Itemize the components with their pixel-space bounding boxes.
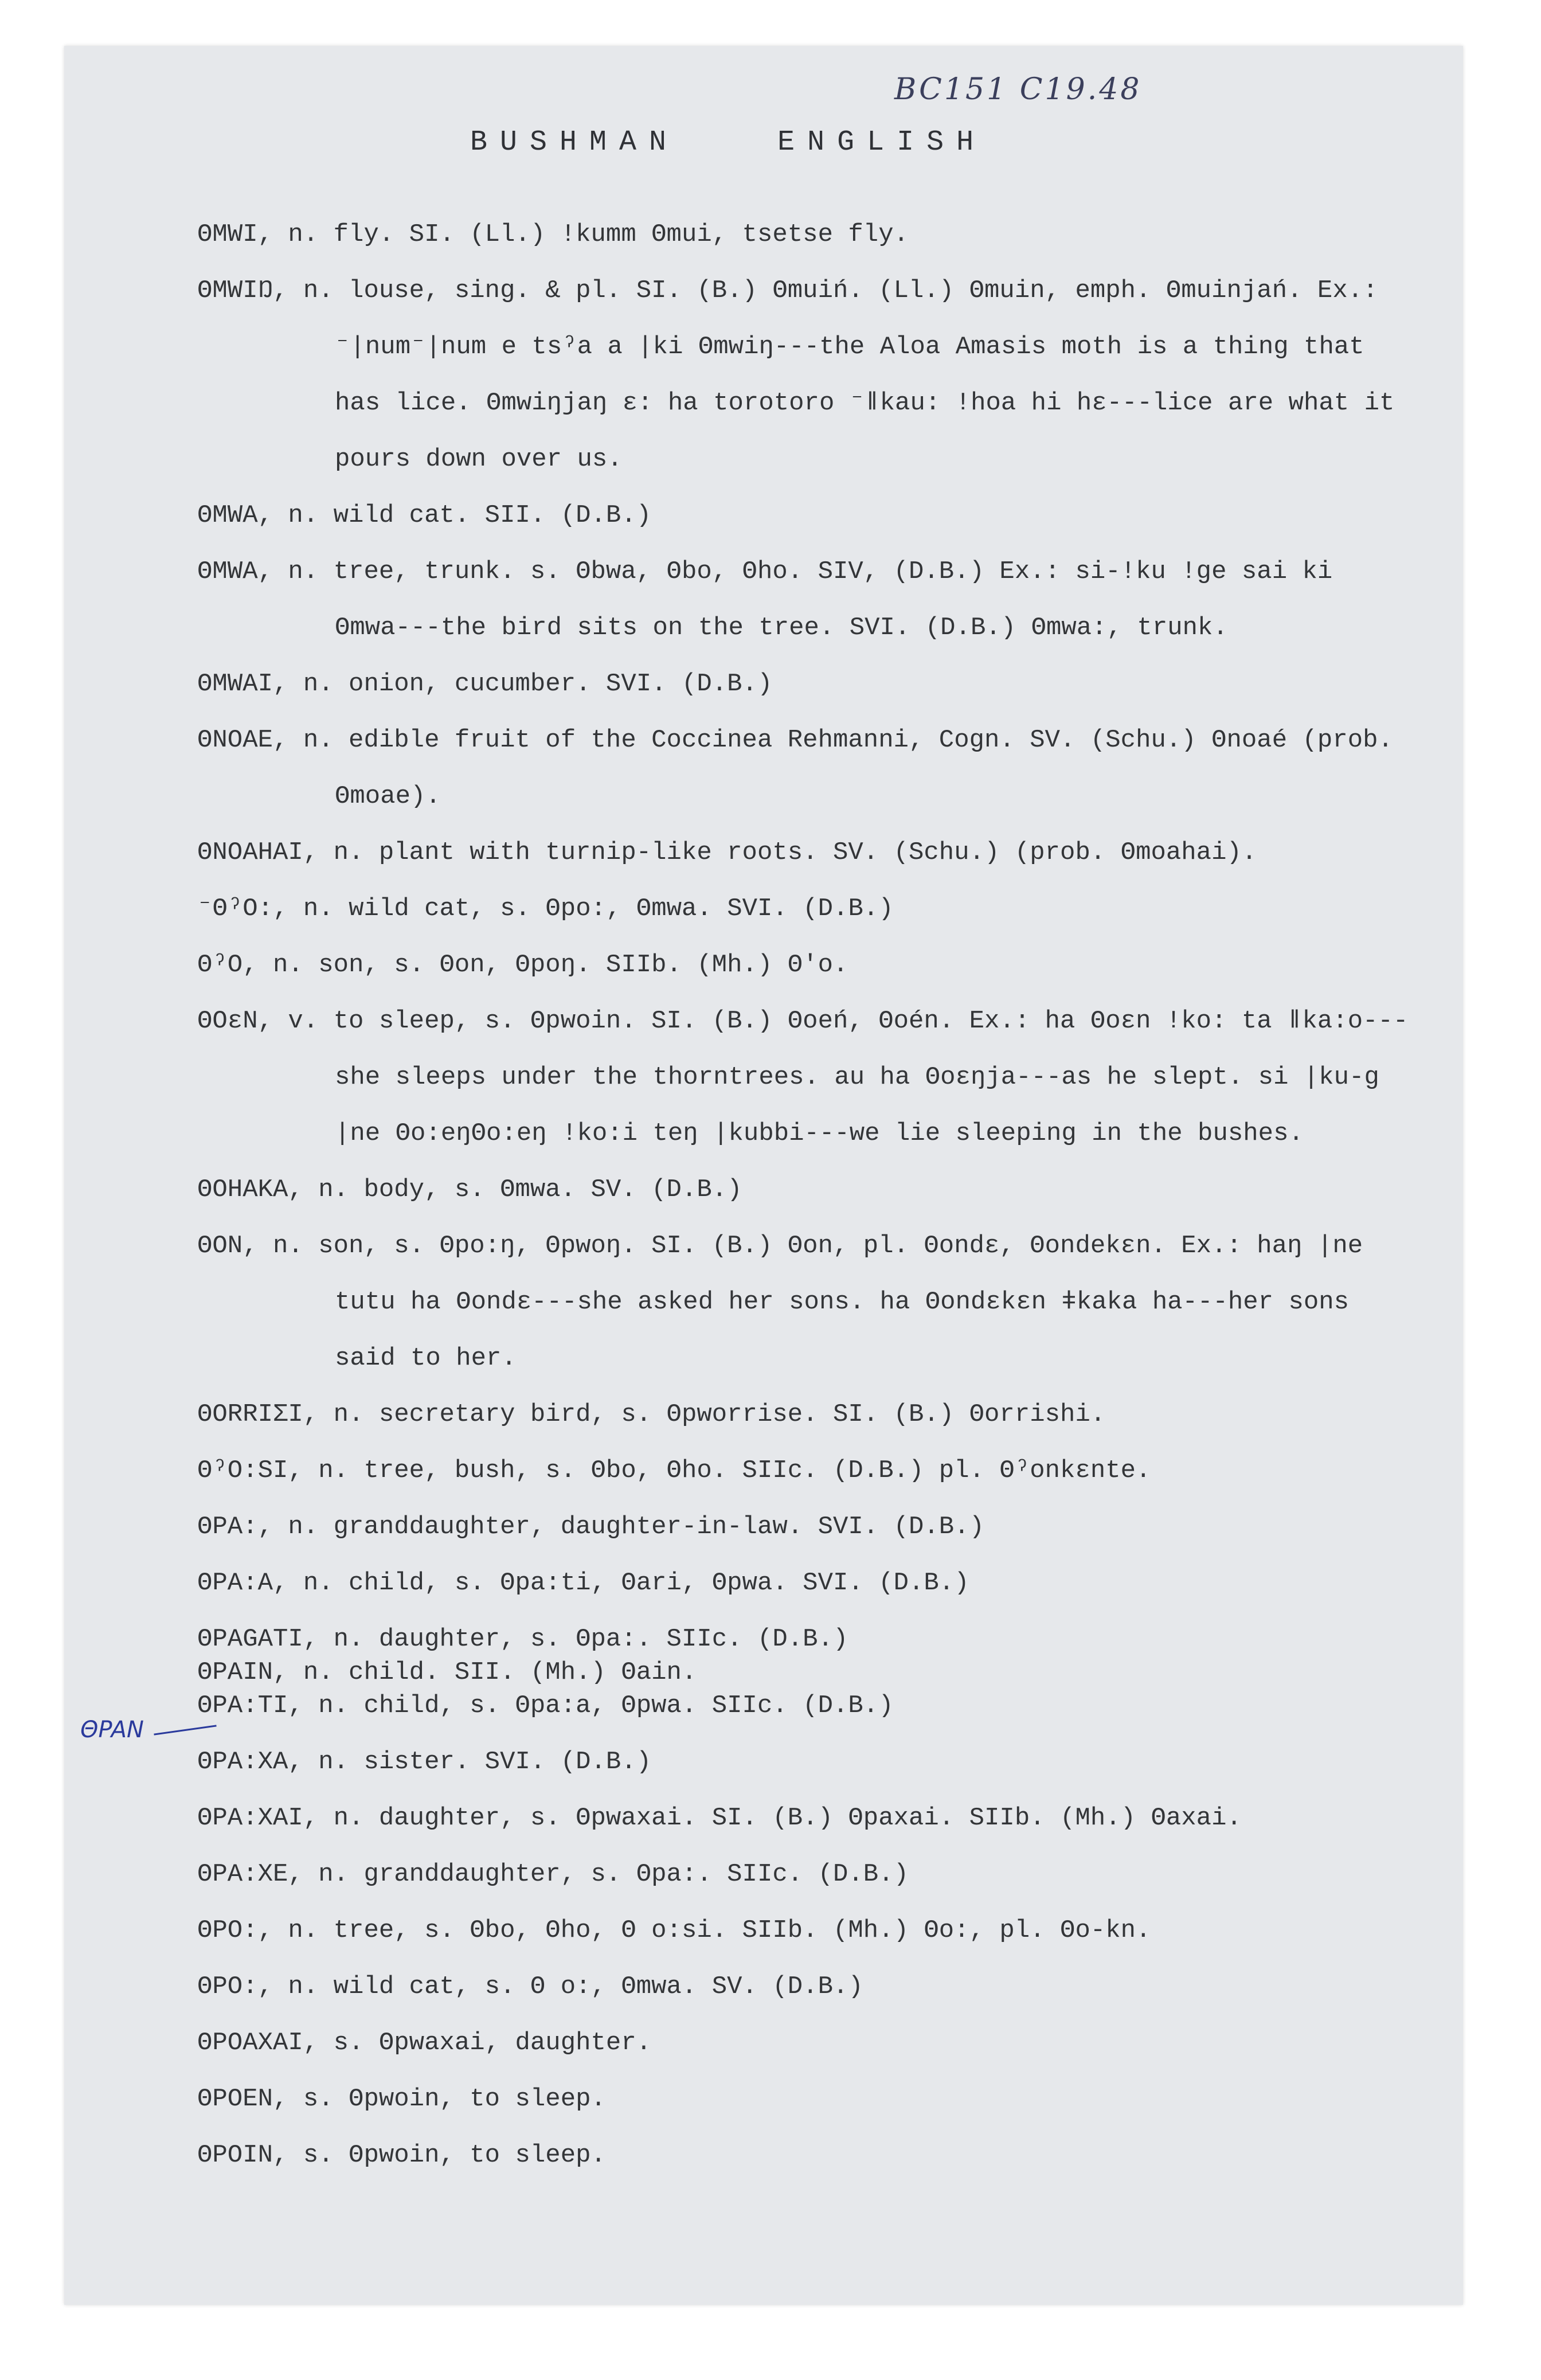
page-header [470, 126, 1055, 159]
entry: ΘPOEN, s. Θpwoin, to sleep. [197, 2085, 606, 2113]
entry: ΘPA:XE, n. granddaughter, s. Θpa:. SIIc. (D.B.) [197, 1860, 909, 1889]
entry: ΘPAIN, n. child. SII. (Mh.) Θain. [197, 1658, 697, 1687]
entry: ΘOɛN, v. to sleep, s. Θpwoin. SI. (B.) Θoeń, Θoén. Ex.: ha Θoɛn !ko: ta ǁka:o---she sleeps under the thorntrees. au ha Θoɛŋja---as he slept. si |ku-g |ne Θo:eŋΘo:eŋ !ko:i teŋ |kubbi---we lie sleeping in the bushes. [197, 1007, 1409, 1148]
entry: ΘMWA, n. wild cat. SII. (D.B.) [197, 501, 652, 530]
dictionary-entries [197, 206, 1418, 2183]
entry: ΘPA:TI, n. child, s. Θpa:a, Θpwa. SIIc. (D.B.) [197, 1691, 894, 1720]
entry: ΘPAGATI, n. daughter, s. Θpa:. SIIc. (D.B.) [197, 1625, 848, 1654]
header-bushman: BUSHMAN [470, 126, 679, 159]
entry: ΘMWIŊ, n. louse, sing. & pl. SI. (B.) Θmuiń. (Ll.) Θmuin, emph. Θmuinjań. Ex.: ⁻|num⁻|num e tsˀa a |ki Θmwiŋ---the Aloa Amasis moth is a thing that has lice. Θmwiŋjaŋ ɛ: ha torotoro ⁻ǁkau: !hoa hi hɛ---lice are what it pours down over us. [197, 276, 1395, 474]
entry: ΘON, n. son, s. Θpo:ŋ, Θpwoŋ. SI. (B.) Θon, pl. Θondɛ, Θondekɛn. Ex.: haŋ |ne tutu ha Θondɛ---she asked her sons. ha Θondɛkɛn ǂkaka ha---her sons said to her. [197, 1232, 1363, 1373]
entry: ΘPA:XA, n. sister. SVI. (D.B.) [197, 1748, 652, 1776]
entry: ΘORRIΣI, n. secretary bird, s. Θpworrise. SI. (B.) Θorrishi. [197, 1400, 1106, 1429]
entry: ⁻ΘˀO:, n. wild cat, s. Θpo:, Θmwa. SVI. (D.B.) [197, 894, 894, 923]
entry: ΘMWA, n. tree, trunk. s. Θbwa, Θbo, Θho. SIV, (D.B.) Ex.: si-!ku !ge sai ki Θmwa---the bird sits on the tree. SVI. (D.B.) Θmwa:, trunk. [197, 557, 1333, 642]
margin-annotation: ΘPAN [80, 1717, 144, 1743]
entry: ΘˀO:SI, n. tree, bush, s. Θbo, Θho. SIIc. (D.B.) pl. Θˀonkɛnte. [197, 1456, 1151, 1485]
entry: ΘNOAHAI, n. plant with turnip-like roots. SV. (Schu.) (prob. Θmoahai). [197, 838, 1257, 867]
archive-reference: BC151 C19.48 [894, 72, 1142, 107]
entry: ΘˀO, n. son, s. Θon, Θpoŋ. SIIb. (Mh.) Θ'o. [197, 951, 848, 979]
entry: ΘOHAKA, n. body, s. Θmwa. SV. (D.B.) [197, 1175, 742, 1204]
entry: ΘPO:, n. tree, s. Θbo, Θho, Θ o:si. SIIb. (Mh.) Θo:, pl. Θo-kn. [197, 1916, 1151, 1945]
entry: ΘMWI, n. fly. SI. (Ll.) !kumm Θmui, tsetse fly. [197, 220, 909, 249]
entry: ΘPA:XAI, n. daughter, s. Θpwaxai. SI. (B.) Θpaxai. SIIb. (Mh.) Θaxai. [197, 1804, 1242, 1832]
entry: ΘPOAXAI, s. Θpwaxai, daughter. [197, 2029, 652, 2057]
header-english: ENGLISH [777, 126, 987, 159]
entry: ΘPOIN, s. Θpwoin, to sleep. [197, 2141, 606, 2170]
entry: ΘMWAI, n. onion, cucumber. SVI. (D.B.) [197, 670, 773, 698]
entry: ΘNOAE, n. edible fruit of the Coccinea Rehmanni, Cogn. SV. (Schu.) Θnoaé (prob. Θmoae). [197, 726, 1393, 811]
entry: ΘPA:A, n. child, s. Θpa:ti, Θari, Θpwa. SVI. (D.B.) [197, 1569, 969, 1597]
entry: ΘPA:, n. granddaughter, daughter-in-law. SVI. (D.B.) [197, 1513, 985, 1541]
entry: ΘPO:, n. wild cat, s. Θ o:, Θmwa. SV. (D.B.) [197, 1972, 863, 2001]
